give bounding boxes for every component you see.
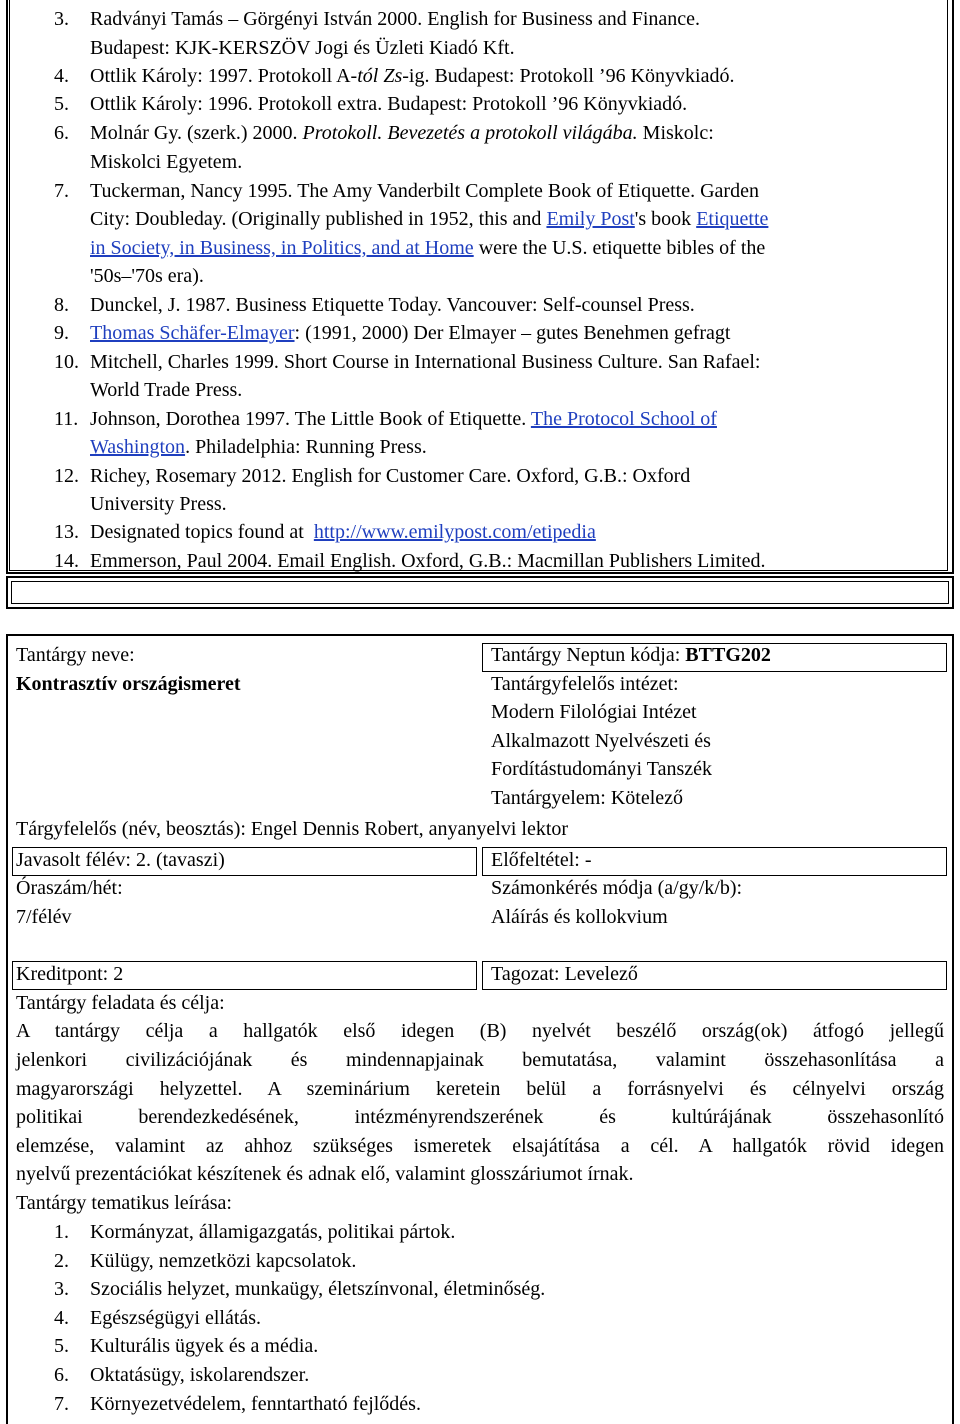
protocol-school-link[interactable]: The Protocol School of bbox=[530, 408, 717, 430]
reference-text: Miskolci Egyetem. bbox=[90, 151, 243, 173]
emily-post-link[interactable]: Emily Post bbox=[546, 208, 635, 230]
etiquette-link[interactable]: Etiquette bbox=[696, 208, 769, 230]
reference-text: Dunckel, J. 1987. Business Etiquette Today. Vancouver: Self-counsel Press. bbox=[90, 294, 695, 316]
institute-line: Alkalmazott Nyelvészeti és bbox=[491, 730, 711, 752]
thomas-schafer-elmayer-link[interactable]: Thomas Schäfer-Elmayer bbox=[90, 322, 295, 344]
reference-text: Johnson, Dorothea 1997. The Little Book of Etiquette. The Protocol School of bbox=[90, 408, 717, 430]
reference-text: Tuckerman, Nancy 1995. The Amy Vanderbilt Complete Book of Etiquette. Garden bbox=[90, 180, 759, 202]
reference-number: 13. bbox=[54, 521, 79, 543]
reference-number: 12. bbox=[54, 465, 79, 487]
reference-text: World Trade Press. bbox=[90, 379, 243, 401]
reference-number: 11. bbox=[54, 408, 79, 430]
reference-text: Mitchell, Charles 1999. Short Course in International Business Culture. San Rafael: bbox=[90, 351, 761, 373]
reference-number: 6. bbox=[54, 122, 69, 144]
reference-number: 5. bbox=[54, 93, 69, 115]
institute-label: Tantárgyfelelős intézet: bbox=[491, 673, 679, 695]
course-aim-line: politikai berendezkedésének, intézményrendszerének és kultúrájának összehasonlító bbox=[16, 1106, 944, 1128]
reference-number: 7. bbox=[54, 180, 69, 202]
course-aim-line: magyarországi helyzettel. A szeminárium keretein belül a forrásnyelvi és célnyelvi ország bbox=[16, 1078, 944, 1100]
course-responsible: Tárgyfelelős (név, beosztás): Engel Dennis Robert, anyanyelvi lektor bbox=[16, 818, 569, 840]
reference-text: Ottlik Károly: 1997. Protokoll A-tól Zs-ig. Budapest: Protokoll ’96 Könyvkiadó. bbox=[90, 65, 735, 87]
course-aim-line: A tantárgy célja a hallgatók első idegen (B) nyelvét beszélő ország(ok) átfogó jellegű bbox=[16, 1020, 944, 1042]
references-table bbox=[6, 0, 956, 609]
reference-number: 4. bbox=[54, 65, 69, 87]
reference-text: Emmerson, Paul 2004. Email English. Oxford, G.B.: Macmillan Publishers Limited. bbox=[90, 550, 766, 572]
course-name-label: Tantárgy neve: bbox=[16, 644, 135, 666]
reference-number: 9. bbox=[54, 322, 69, 344]
course-aim-line: nyelvű prezentációkat készítenek és adnak elő, valamint glosszáriumot írnak. bbox=[16, 1163, 634, 1185]
course-aim-line: jelenkori civilizációjának és mindennapjainak bemutatása, valamint összehasonlítása a bbox=[16, 1049, 944, 1071]
study-mode: Tagozat: Levelező bbox=[491, 963, 638, 985]
etiquette-in-society-link[interactable]: in Society, in Business, in Politics, and at Home bbox=[90, 237, 474, 259]
reference-text: Thomas Schäfer-Elmayer: (1991, 2000) Der Elmayer – gutes Benehmen gefragt bbox=[90, 322, 731, 344]
reference-text: Ottlik Károly: 1996. Protokoll extra. Budapest: Protokoll ’96 Könyvkiadó. bbox=[90, 93, 688, 115]
reference-text: in Society, in Business, in Politics, and at Home were the U.S. etiquette bibles of the bbox=[90, 237, 766, 259]
reference-text: '50s–'70s era). bbox=[90, 265, 204, 287]
reference-text: City: Doubleday. (Originally published in 1952, this and Emily Post's book Etiquette bbox=[90, 208, 769, 230]
institute-line: Modern Filológiai Intézet bbox=[491, 701, 697, 723]
reference-number: 8. bbox=[54, 294, 69, 316]
course-element: Tantárgyelem: Kötelező bbox=[491, 787, 684, 809]
etipedia-link[interactable]: http://www.emilypost.com/etipedia bbox=[313, 521, 596, 543]
reference-text: Washington. Philadelphia: Running Press. bbox=[90, 436, 427, 458]
recommended-semester: Javasolt félév: 2. (tavaszi) bbox=[16, 849, 225, 871]
exam-type-label: Számonkérés módja (a/gy/k/b): bbox=[491, 877, 743, 899]
course-aim-label: Tantárgy feladata és célja: bbox=[16, 992, 225, 1014]
course-aim-line: elemzése, valamint az ahhoz szükséges ismeretek elsajátítása a cél. A hallgatók rövid idegen bbox=[16, 1135, 944, 1157]
exam-type-value: Aláírás és kollokvium bbox=[491, 906, 668, 928]
institute-line: Fordítástudományi Tanszék bbox=[491, 758, 712, 780]
reference-number: 10. bbox=[54, 351, 79, 373]
credits: Kreditpont: 2 bbox=[16, 963, 124, 985]
hours-value: 7/félév bbox=[16, 906, 72, 928]
reference-text: Designated topics found at http://www.emilypost.com/etipedia bbox=[90, 521, 596, 543]
washington-link[interactable]: Washington bbox=[90, 436, 186, 458]
neptun-code-value: BTTG202 bbox=[685, 644, 771, 666]
reference-text: Richey, Rosemary 2012. English for Customer Care. Oxford, G.B.: Oxford bbox=[90, 465, 691, 487]
reference-number: 3. bbox=[54, 8, 69, 30]
reference-text: Radványi Tamás – Görgényi István 2000. English for Business and Finance. bbox=[90, 8, 700, 30]
neptun-code-field: Tantárgy Neptun kódja: BTTG202 bbox=[491, 644, 771, 666]
reference-number: 14. bbox=[54, 550, 79, 572]
course-name: Kontrasztív országismeret bbox=[16, 673, 241, 695]
reference-text: Molnár Gy. (szerk.) 2000. Protokoll. Bevezetés a protokoll világába. Miskolc: bbox=[90, 122, 714, 144]
references-footer-row bbox=[6, 576, 954, 609]
reference-text: Budapest: KJK-KERSZÖV Jogi és Üzleti Kiadó Kft. bbox=[90, 37, 515, 59]
reference-text: University Press. bbox=[90, 493, 227, 515]
topics-label: Tantárgy tematikus leírása: bbox=[16, 1192, 232, 1214]
hours-label: Óraszám/hét: bbox=[16, 877, 123, 899]
prerequisite: Előfeltétel: - bbox=[491, 849, 592, 871]
